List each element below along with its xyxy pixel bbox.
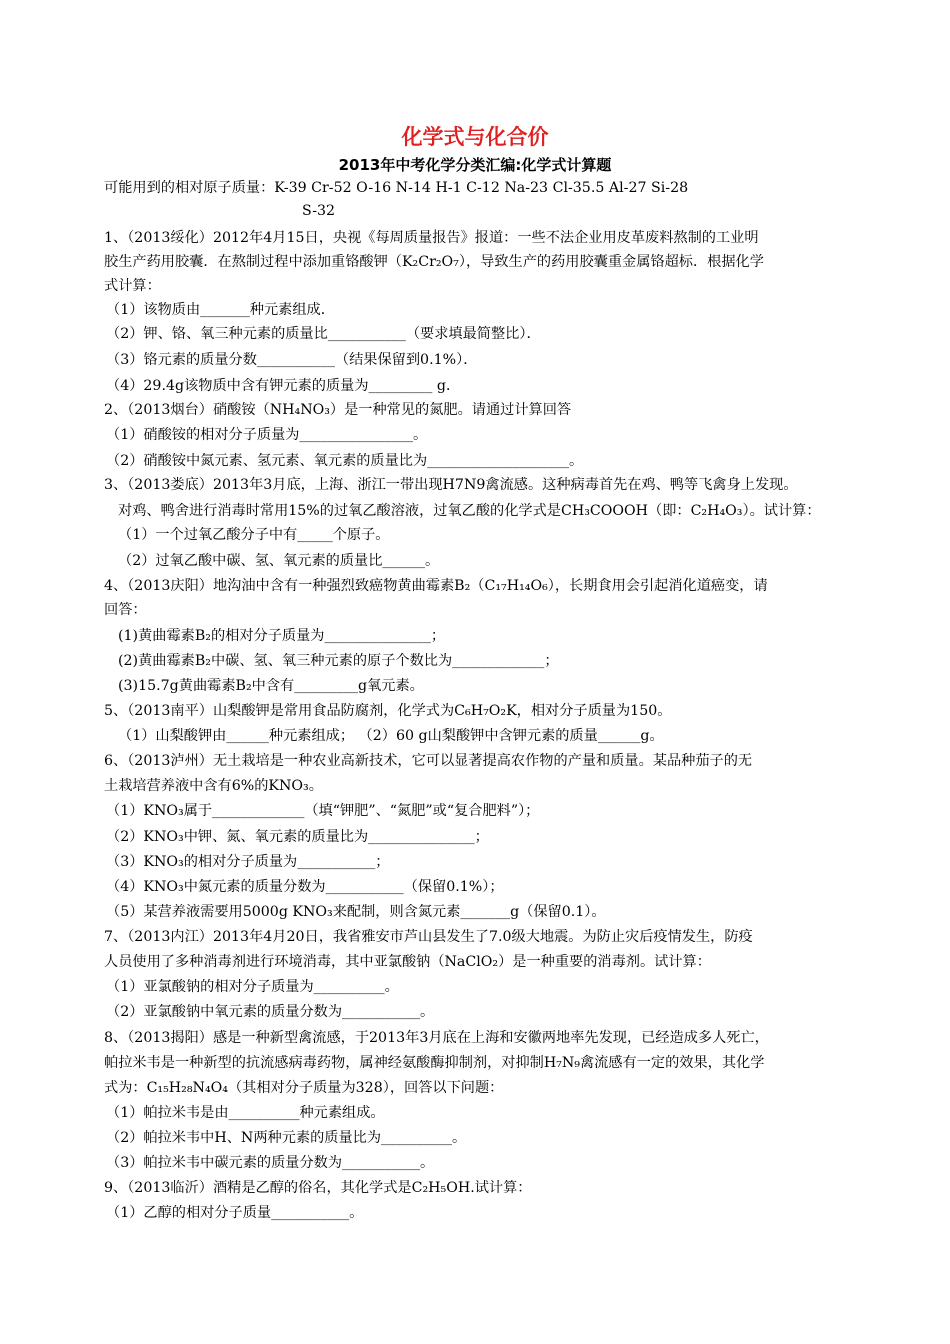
text-line: （2）KNO₃中钾、氮、氧元素的质量比为_______________； xyxy=(106,829,489,845)
text-line: （3）KNO₃的相对分子质量为___________； xyxy=(106,854,390,870)
document-subtitle: 2013年中考化学分类汇编:化学式计算题 xyxy=(338,156,612,174)
text-line: 式为：C₁₅H₂₈N₄O₄（其相对分子质量为328），回答以下问题： xyxy=(104,1080,504,1096)
text-line: （4）KNO₃中氮元素的质量分数为___________（保留0.1%）； xyxy=(106,879,504,895)
text-line: 7、（2013内江）2013年4月20日，我省雅安市芦山县发生了7.0级大地震。为防止灾后疫情发生，防疫 xyxy=(104,929,753,945)
text-line: 可能用到的相对原子质量：K-39 Cr-52 O-16 N-14 H-1 C-12 Na-23 Cl-35.5 Al-27 Si-28 xyxy=(104,180,689,196)
text-line: （1）该物质由_______种元素组成． xyxy=(106,302,335,318)
text-line: 2、（2013烟台）硝酸铵（NH₄NO₃）是一种常见的氮肥。请通过计算回答 xyxy=(104,402,572,418)
text-line: （1）山梨酸钾由______种元素组成； （2）60 g山梨酸钾中含钾元素的质量______g。 xyxy=(118,728,664,744)
text-line: 4、（2013庆阳）地沟油中含有一种强烈致癌物黄曲霉素B₂（C₁₇H₁₄O₆），长期食用会引起消化道癌变，请 xyxy=(104,578,768,594)
text-line: (3)15.7g黄曲霉素B₂中含有_________g氧元素。 xyxy=(118,678,424,694)
text-line: （1）帕拉米韦是由__________种元素组成。 xyxy=(106,1105,385,1121)
text-line: 胶生产药用胶囊．在熬制过程中添加重铬酸钾（K₂Cr₂O₇），导致生产的药用胶囊重金属铬超标．根据化学 xyxy=(104,254,764,270)
text-line: 1、（2013绥化）2012年4月15日，央视《每周质量报告》报道：一些不法企业用皮革废料熬制的工业明 xyxy=(104,230,759,246)
text-line: （2）帕拉米韦中H、N两种元素的质量比为__________。 xyxy=(106,1130,467,1146)
text-line: （2）亚氯酸钠中氧元素的质量分数为___________。 xyxy=(106,1004,435,1020)
text-line: 9、（2013临沂）酒精是乙醇的俗名，其化学式是C₂H₅OH.试计算： xyxy=(104,1180,532,1196)
text-line: 回答： xyxy=(104,602,147,618)
text-line: （5）某营养液需要用5000g KNO₃来配制，则含氮元素_______g（保留0.1）。 xyxy=(106,904,606,920)
text-line: 5、（2013南平）山梨酸钾是常用食品防腐剂，化学式为C₆H₇O₂K，相对分子质量为150。 xyxy=(104,703,672,719)
text-line: （1）一个过氧乙酸分子中有_____个原子。 xyxy=(118,527,390,543)
document-title: 化学式与化合价 xyxy=(401,125,549,149)
text-line: 式计算： xyxy=(104,278,161,294)
text-line: （1）硝酸铵的相对分子质量为________________。 xyxy=(106,427,428,443)
text-line: 帕拉米韦是一种新型的抗流感病毒药物，属神经氨酸酶抑制剂，对抑制H₇N₉禽流感有一定的效果，其化学 xyxy=(104,1055,765,1071)
text-line: (1)黄曲霉素B₂的相对分子质量为_______________； xyxy=(118,628,446,644)
text-line: (2)黄曲霉素B₂中碳、氢、氧三种元素的原子个数比为_____________； xyxy=(118,653,559,669)
text-line: 人员使用了多种消毒剂进行环境消毒，其中亚氯酸钠（NaClO₂）是一种重要的消毒剂。试计算： xyxy=(104,954,711,970)
text-line: （3）铬元素的质量分数___________（结果保留到0.1%）． xyxy=(106,352,478,368)
text-line: （1）KNO₃属于_____________（填“钾肥”、“氮肥”或“复合肥料”）； xyxy=(106,803,540,819)
text-line: （1）亚氯酸钠的相对分子质量为__________。 xyxy=(106,979,399,995)
text-line: 3、（2013娄底）2013年3月底，上海、浙江一带出现H7N9禽流感。这种病毒首先在鸡、鸭等飞禽身上发现。 xyxy=(104,477,798,493)
text-line: （2）硝酸铵中氮元素、氢元素、氧元素的质量比为____________________。 xyxy=(106,453,584,469)
text-line: 6、（2013泸州）无土栽培是一种农业高新技术，它可以显著提高农作物的产量和质量。某品种茄子的无 xyxy=(104,753,753,769)
text-line: （1）乙醇的相对分子质量___________。 xyxy=(106,1205,364,1221)
text-line: 土栽培营养液中含有6%的KNO₃。 xyxy=(104,778,323,794)
text-line: （2）钾、铬、氧三种元素的质量比___________（要求填最简整比）． xyxy=(106,326,541,342)
text-line: （3）帕拉米韦中碳元素的质量分数为___________。 xyxy=(106,1155,435,1171)
text-line: 对鸡、鸭舍进行消毒时常用15%的过氧乙酸溶液，过氧乙酸的化学式是CH₃COOOH（即：C₂H₄O₃）。试计算： xyxy=(118,503,821,519)
text-line: S-32 xyxy=(302,203,336,219)
text-line: （2）过氧乙酸中碳、氢、氧元素的质量比______。 xyxy=(118,553,440,569)
text-line: （4）29.4g该物质中含有钾元素的质量为_________ g． xyxy=(106,378,461,394)
text-line: 8、（2013揭阳）感是一种新型禽流感，于2013年3月底在上海和安徽两地率先发现，已经造成多人死亡， xyxy=(104,1030,769,1046)
